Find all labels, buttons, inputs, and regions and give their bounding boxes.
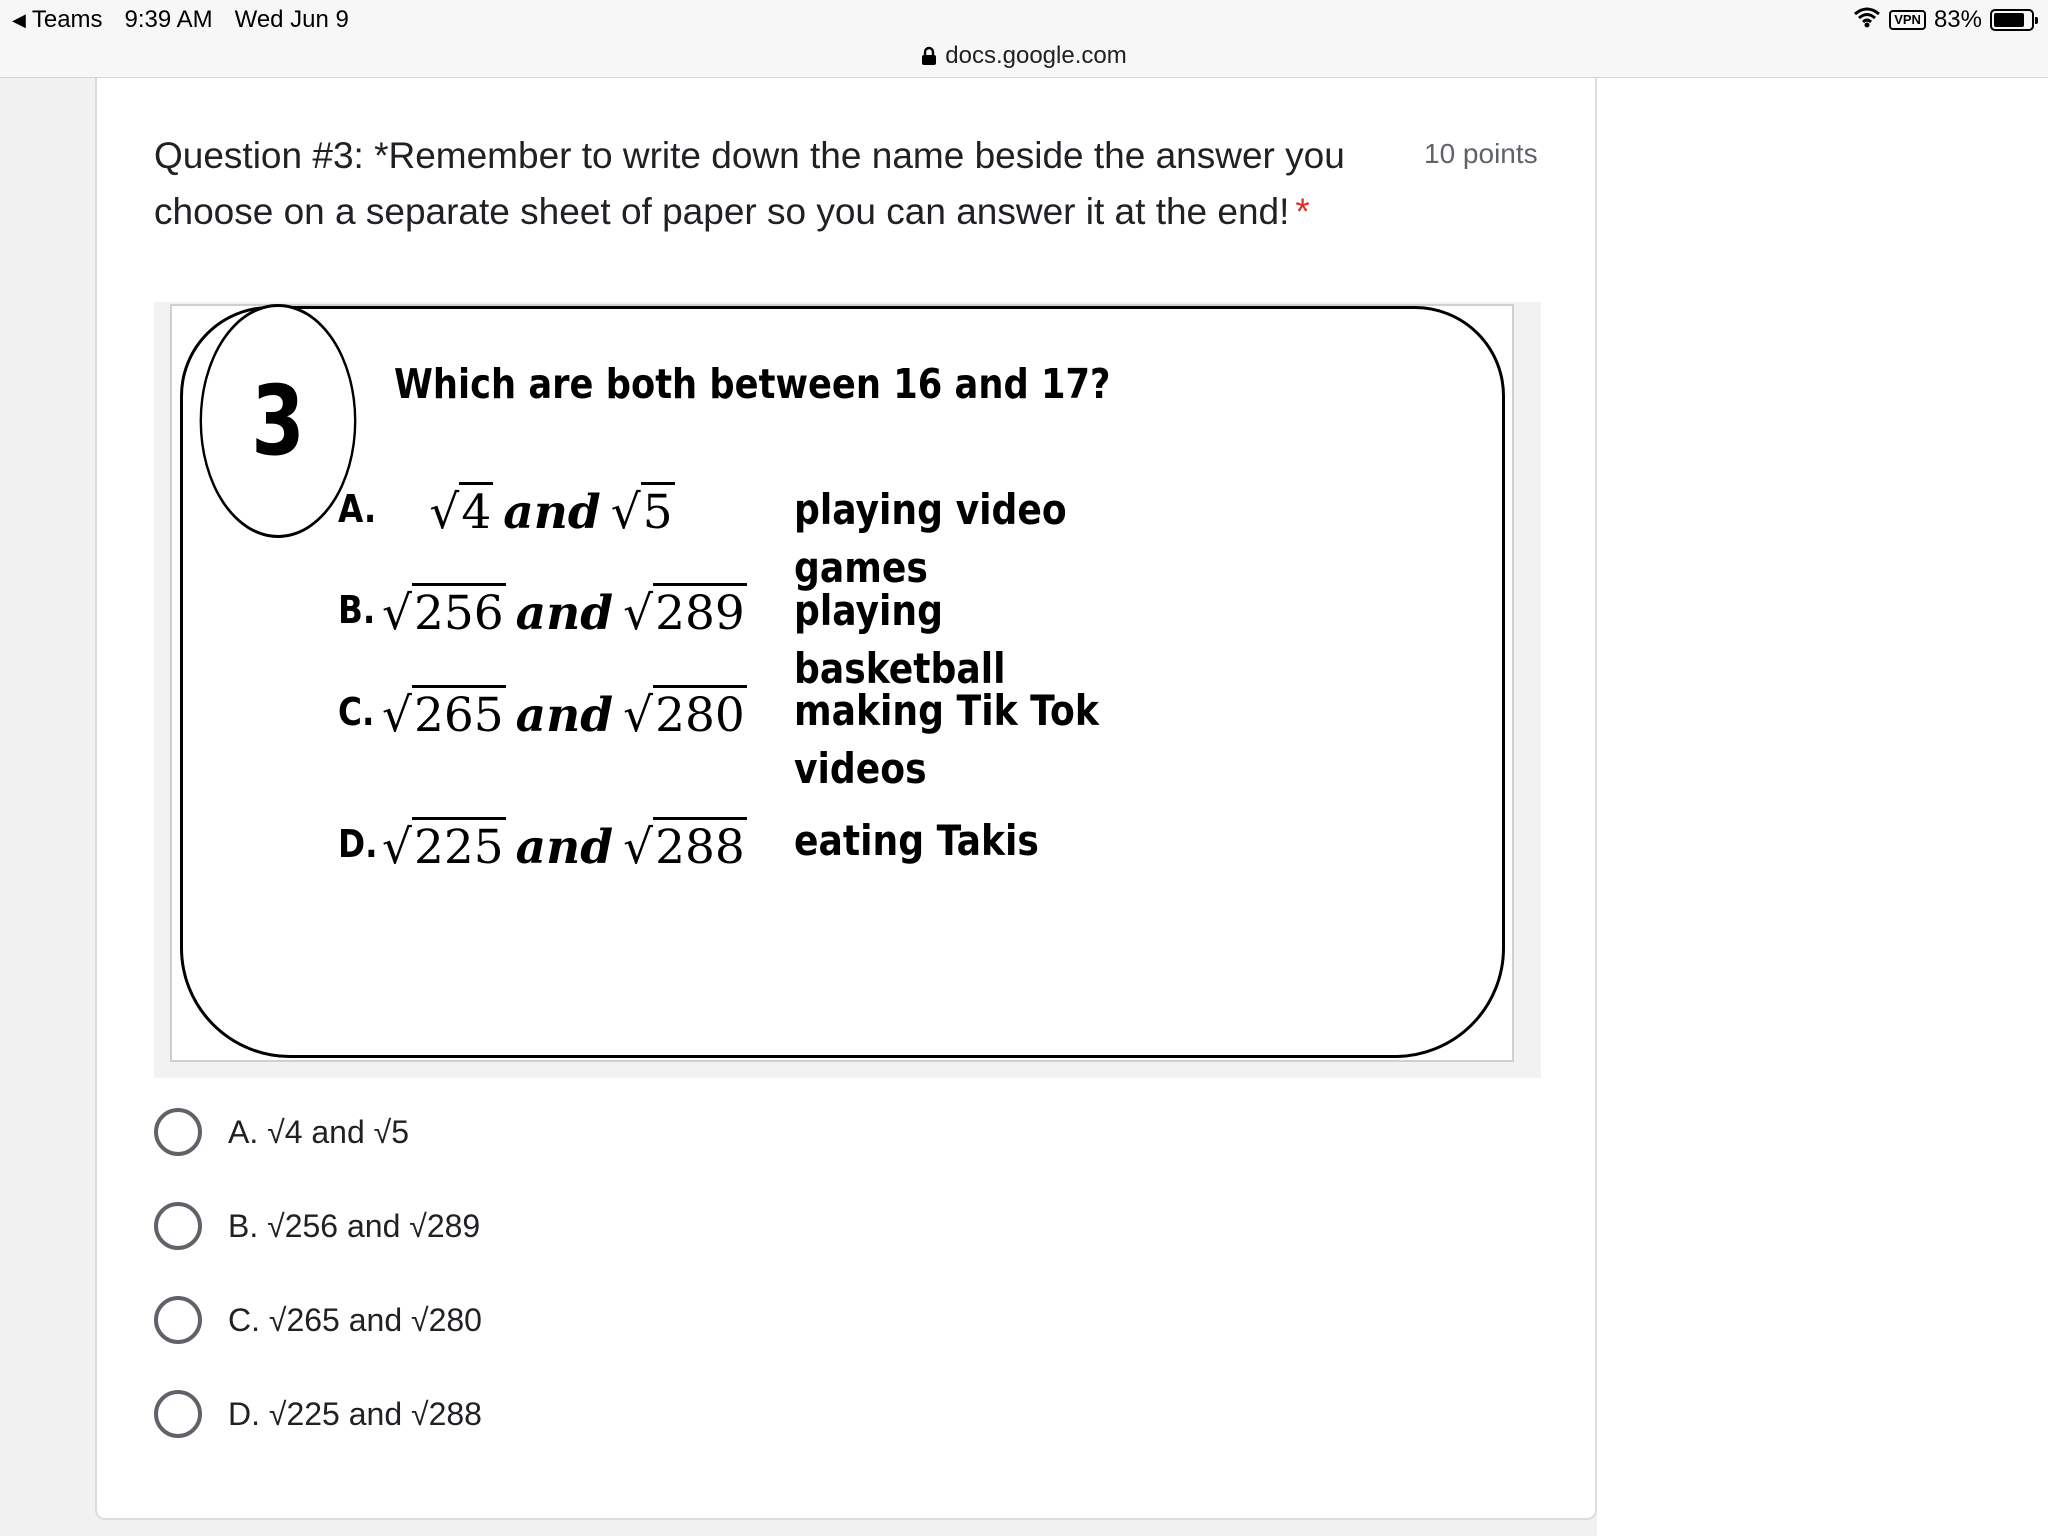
choice-d[interactable] xyxy=(154,1389,482,1439)
and-word: and xyxy=(515,688,614,743)
question-number: 3 xyxy=(251,365,305,477)
required-marker: * xyxy=(1295,191,1310,232)
radio-button[interactable] xyxy=(154,1296,202,1344)
question-number-circle xyxy=(200,304,357,538)
radicand: 256 xyxy=(412,583,506,641)
battery-fill xyxy=(1994,13,2024,27)
radicand: 288 xyxy=(653,817,747,875)
question-title xyxy=(154,128,1474,240)
points-label: 10 points xyxy=(1424,138,1538,169)
back-to-app-icon[interactable]: ◀ xyxy=(12,9,26,30)
status-bar-left xyxy=(12,4,349,36)
and-word: and xyxy=(503,485,601,540)
radicand: 225 xyxy=(412,817,506,875)
option-math: √225 and √288 xyxy=(382,820,722,875)
option-letter: D. xyxy=(338,822,378,866)
wifi-icon xyxy=(1853,6,1881,35)
battery-icon xyxy=(1990,9,2034,31)
radicand: 265 xyxy=(412,685,506,743)
battery-percent: 83% xyxy=(1933,6,1982,33)
status-time: 9:39 AM xyxy=(124,6,213,33)
choice-b[interactable] xyxy=(154,1201,480,1251)
choice-a[interactable] xyxy=(154,1107,409,1157)
option-activity: playing video games xyxy=(794,485,1067,592)
status-date: Wed Jun 9 xyxy=(234,6,349,33)
option-activity: making Tik Tok videos xyxy=(794,686,1099,793)
choice-label[interactable]: B. √256 and √289 xyxy=(228,1207,481,1244)
question-card xyxy=(95,78,1597,1520)
status-bar-right xyxy=(1853,4,2034,36)
vpn-badge: VPN xyxy=(1889,10,1926,30)
option-letter: A. xyxy=(338,487,377,531)
radicand: 4 xyxy=(459,482,493,540)
url-text[interactable]: docs.google.com xyxy=(945,42,1127,69)
option-activity: eating Takis xyxy=(794,816,1039,865)
worksheet-prompt: Which are both between 16 and 17? xyxy=(394,360,1111,408)
lock-icon xyxy=(921,46,937,66)
radio-button[interactable] xyxy=(154,1202,202,1250)
option-letter: B. xyxy=(338,588,376,632)
question-title-text: Question #3: *Remember to write down the name beside the answer you choose on a separate sheet of paper so you can answer it at the end! xyxy=(154,135,1345,232)
option-math: √4 and √5 xyxy=(382,485,722,540)
radicand: 289 xyxy=(653,583,747,641)
and-word: and xyxy=(515,586,614,641)
question-image xyxy=(154,302,1541,1078)
choice-label[interactable]: D. √225 and √288 xyxy=(228,1395,482,1432)
radio-button[interactable] xyxy=(154,1108,202,1156)
top-bar xyxy=(0,0,2048,78)
option-activity: playing basketball xyxy=(794,586,1006,693)
choice-label[interactable]: C. √265 and √280 xyxy=(228,1301,482,1338)
radicand: 5 xyxy=(641,482,675,540)
option-math: √256 and √289 xyxy=(382,586,722,641)
radio-button[interactable] xyxy=(154,1390,202,1438)
option-letter: C. xyxy=(338,690,375,734)
radicand: 280 xyxy=(653,685,747,743)
and-word: and xyxy=(515,820,614,875)
choice-label[interactable]: A. √4 and √5 xyxy=(228,1113,410,1150)
choice-c[interactable] xyxy=(154,1295,482,1345)
back-app-label[interactable]: Teams xyxy=(31,6,103,33)
right-blank-pane xyxy=(1597,78,2048,1536)
url-bar[interactable] xyxy=(0,40,2048,72)
option-math: √265 and √280 xyxy=(382,688,722,743)
